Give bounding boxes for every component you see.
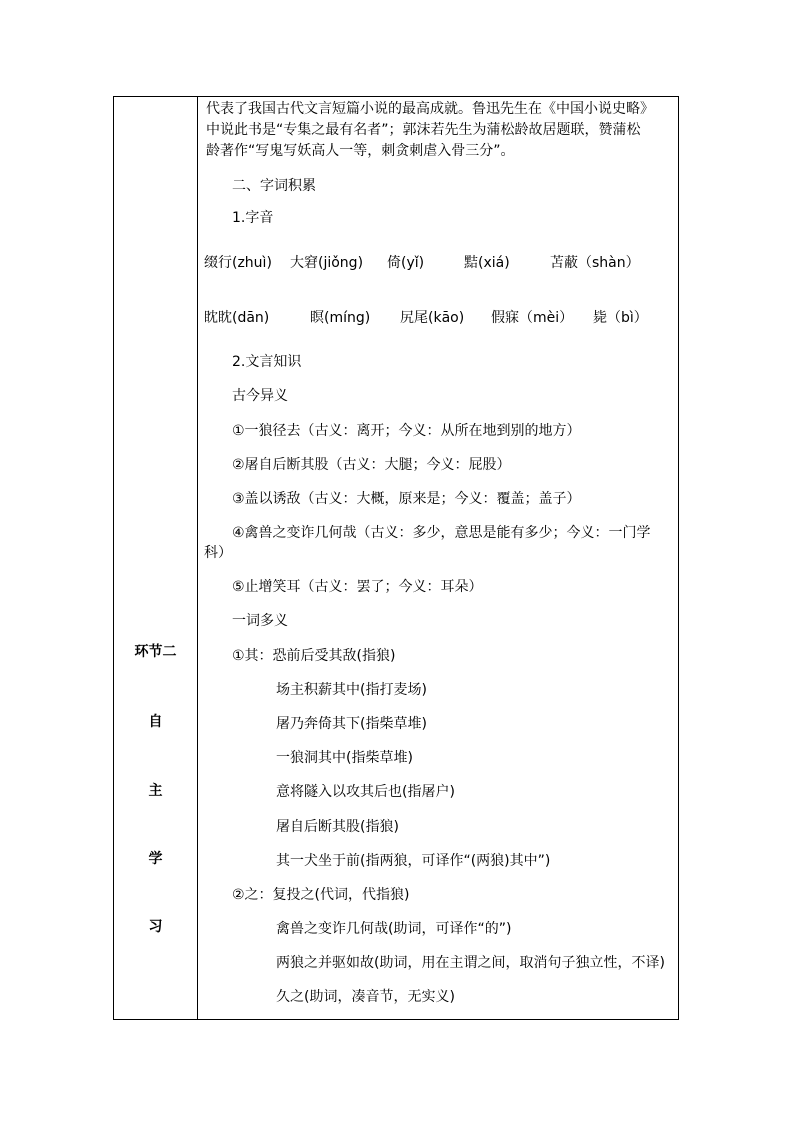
section-char-1: 自 — [148, 714, 163, 730]
gujin-item: ⑤止增笑耳（古义：罢了；今义：耳朵） — [232, 579, 483, 595]
yici-heading: 一词多义 — [232, 613, 288, 629]
pinyin-item: 黠(xiá) — [464, 255, 510, 271]
gujin-heading: 古今异义 — [232, 388, 288, 404]
qi-item: 屠乃奔倚其下(指柴草堆) — [276, 716, 427, 732]
qi-item: ①其：恐前后受其敌(指狼) — [232, 648, 396, 664]
qi-item: 其一犬坐于前(指两狼，可译作“(两狼)其中”) — [276, 853, 551, 869]
zhi-item: 久之(助词，凑音节，无实义) — [276, 989, 455, 1005]
sub-heading-pronunciation: 1.字音 — [232, 210, 274, 226]
pinyin-item: 尻尾(kāo) — [400, 310, 465, 326]
pinyin-item: 缀行(zhuì) — [204, 255, 272, 271]
section-heading: 二、字词积累 — [232, 178, 316, 194]
section-char-4: 习 — [148, 919, 163, 935]
section-label-cell — [114, 97, 197, 1019]
zhi-item: ②之：复投之(代词，代指狼) — [232, 887, 410, 903]
pinyin-item: 毙（bì） — [593, 310, 648, 326]
gujin-item: ①一狼径去（古义：离开；今义：从所在地到别的地方） — [232, 423, 581, 439]
qi-item: 意将隧入以攻其后也(指屠户) — [276, 784, 455, 800]
lesson-table — [113, 96, 679, 1020]
column-divider — [197, 97, 198, 1019]
sub-heading-classical: 2.文言知识 — [232, 354, 302, 370]
qi-item: 一狼洞其中(指柴草堆) — [276, 750, 413, 766]
intro-paragraph — [206, 99, 676, 162]
zhi-item: 两狼之并驱如故(助词，用在主谓之间，取消句子独立性，不译) — [276, 955, 665, 971]
intro-line: 中说此书是“专集之最有名者”；郭沫若先生为蒲松龄故居题联，赞蒲松 — [206, 122, 641, 138]
intro-line: 龄著作“写鬼写妖高人一等，刺贪刺虐入骨三分”。 — [206, 143, 515, 159]
gujin-item: ④禽兽之变诈几何哉（古义：多少，意思是能有多少；今义：一门学 — [232, 525, 651, 541]
qi-item: 场主积薪其中(指打麦场) — [276, 682, 427, 698]
pinyin-item: 眈眈(dān) — [204, 310, 270, 326]
qi-item: 屠自后断其股(指狼) — [276, 819, 399, 835]
section-char-3: 学 — [148, 851, 163, 867]
gujin-item: ③盖以诱敌（古义：大概，原来是；今义：覆盖；盖子） — [232, 491, 581, 507]
zhi-item: 禽兽之变诈几何哉(助词，可译作“的”) — [276, 921, 512, 937]
section-label: 环节二 — [134, 644, 177, 660]
section-char-2: 主 — [148, 783, 163, 799]
pinyin-item: 假寐（mèi） — [491, 310, 574, 326]
pinyin-item: 倚(yǐ) — [387, 255, 425, 271]
intro-line: 代表了我国古代文言短篇小说的最高成就。鲁迅先生在《中国小说史略》 — [206, 101, 654, 117]
pinyin-item: 大窘(jiǒng) — [290, 255, 364, 271]
gujin-item: ②屠自后断其股（古义：大腿；今义：屁股） — [232, 457, 511, 473]
pinyin-item: 瞑(míng) — [310, 310, 371, 326]
pinyin-item: 苫蔽（shàn） — [550, 255, 640, 271]
gujin-item-continuation: 科） — [204, 545, 232, 561]
